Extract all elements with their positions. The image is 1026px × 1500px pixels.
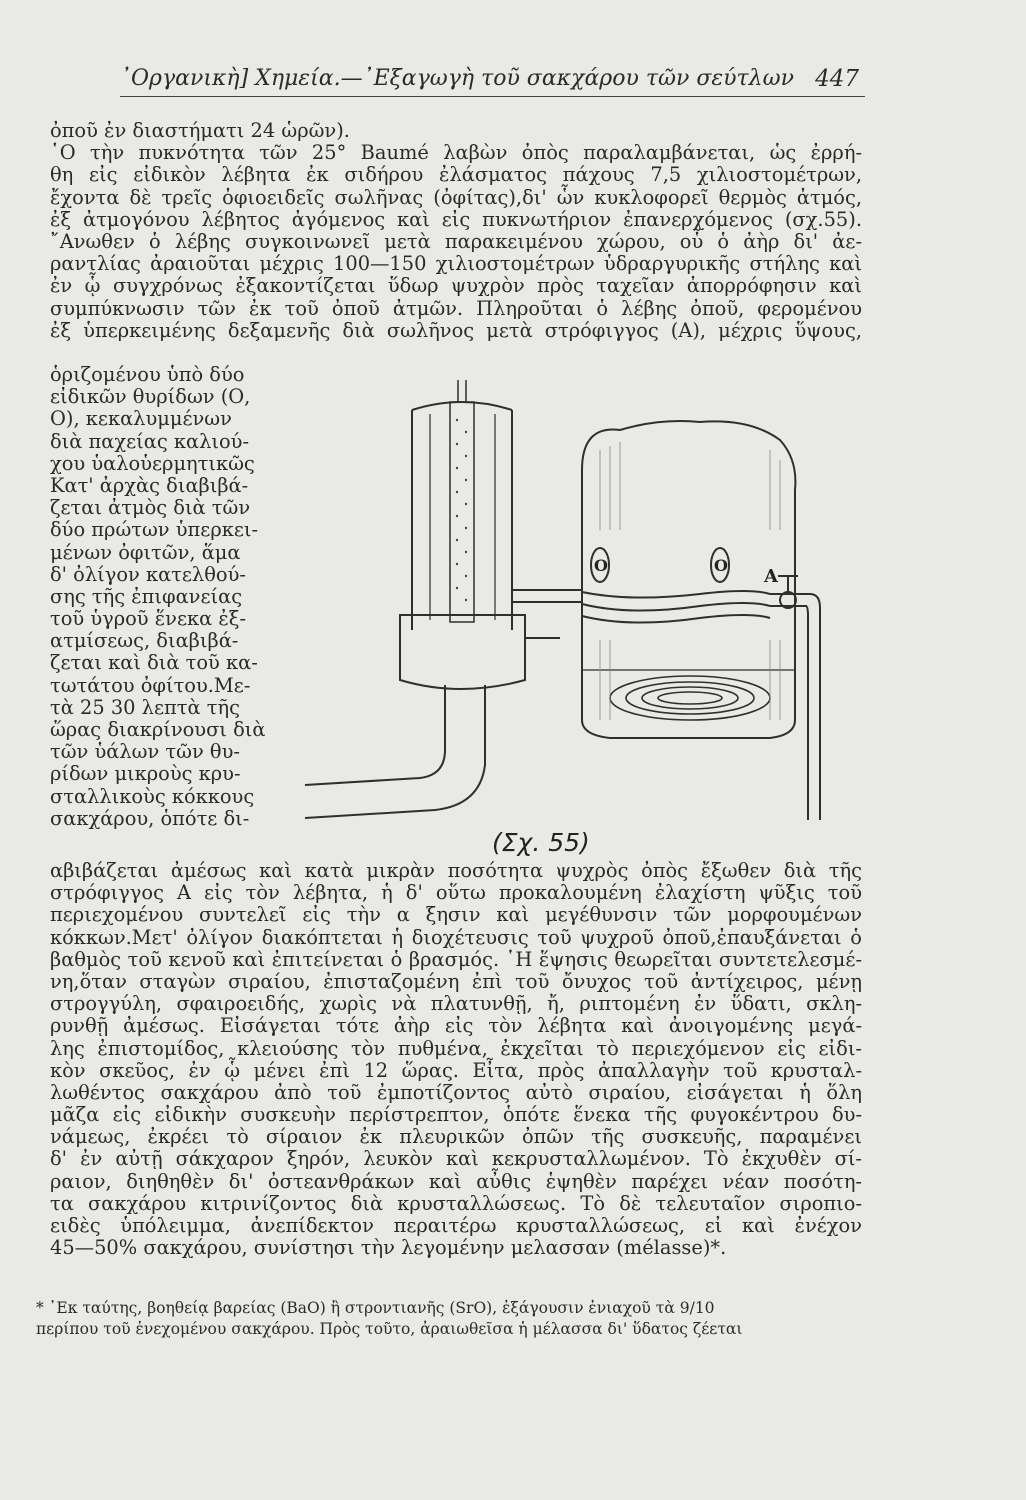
text-line: ἐν ᾧ συγχρόνως ἐξακοντίζεται ὕδωρ ψυχρὸν πρὸς ταχεῖαν ἀπορρόφησιν καὶ bbox=[50, 274, 862, 298]
top-paragraphs bbox=[50, 120, 862, 342]
figure-label-valve: A bbox=[764, 566, 778, 587]
text-line: μᾶζα εἰς εἰδικὴν συσκευὴν περίστρεπτον, ὁπότε ἕνεκα τῆς φυγοκέντρου δυ- bbox=[50, 1103, 862, 1127]
text-line: κόκκων.Μετ' ὀλίγον διακόπτεται ἡ διοχέτευσις τοῦ ψυχροῦ ὀποῦ,ἐπαυξάνεται ὁ bbox=[50, 925, 862, 949]
column-line: διὰ παχείας καλιού- bbox=[50, 429, 250, 453]
column-line: ὁριζομένου ὑπὸ δύο bbox=[50, 363, 245, 386]
column-line: τωτάτου ὀφίτου.Με- bbox=[50, 673, 251, 697]
column-line: ζεται καὶ διὰ τοῦ κα- bbox=[50, 651, 258, 675]
column-line: χου ὑαλοὑερμητικῶς bbox=[50, 451, 255, 475]
vacuum-pan-illustration bbox=[300, 380, 860, 830]
column-line: Ο), κεκαλυμμένων bbox=[50, 407, 232, 431]
column-line: ρίδων μικροὺς κρυ- bbox=[50, 762, 241, 786]
text-line: ὀποῦ ἐν διαστήματι 24 ὡρῶν). bbox=[50, 119, 350, 142]
text-line: στρογγύλη, σφαιροειδής, χωρὶς νὰ πλατυνθῇ, ἤ, ριπτομένη ἐν ὕδατι, σκλη- bbox=[50, 992, 862, 1016]
column-line: τοῦ ὑγροῦ ἕνεκα ἐξ- bbox=[50, 607, 247, 631]
figure-label-window-left: O bbox=[594, 556, 608, 575]
text-line: ἐξ ὑπερκειμένης δεξαμενῆς διὰ σωλῆνος μετὰ στρόφιγγος (Α), μέχρις ὕψους, bbox=[50, 318, 862, 342]
text-line: δ' ἐν αὐτῇ σάκχαρον ξηρόν, λευκὸν καὶ κεκρυσταλλωμένον. Τὸ ἐκχυθὲν σί- bbox=[50, 1147, 862, 1171]
text-line: περιεχομένου συντελεῖ εἰς τὴν α ξησιν καὶ μεγέθυνσιν τῶν μορφουμένων bbox=[50, 903, 862, 927]
text-line: ειδὲς ὑπόλειμμα, ἀνεπίδεκτον περαιτέρω κρυσταλλώσεως, εἰ καὶ ἐνέχον bbox=[50, 1214, 862, 1237]
footnote-line: * ᾿Εκ ταύτης, βοηθείᾳ βαρείας (BaO) ἢ στροντιανῆς (SrO), ἐξάγουσιν ἐνιαχοῦ τὰ 9/10 bbox=[36, 1299, 715, 1317]
text-line: ῎Ανωθεν ὁ λέβης συγκοινωνεῖ μετὰ παρακειμένου χώρου, οὗ ὁ ἀὴρ δι' ἀε- bbox=[50, 229, 862, 253]
text-line: ῾Ο τὴν πυκνότητα τῶν 25° Baumé λαβὼν ὀπὸς παραλαμβάνεται, ὡς ἐρρή- bbox=[50, 141, 862, 165]
figure-caption: (Σχ. 55) bbox=[492, 828, 590, 857]
running-head-title: ᾿Οργανικὴ] Χημεία.—᾿Εξαγωγὴ τοῦ σακχάρου τῶν σεύτλων bbox=[120, 66, 794, 91]
text-line: ραντλίας ἀραιοῦται μέχρις 100—150 χιλιοστομέτρων ὑδραργυρικῆς στήλης καὶ bbox=[50, 252, 862, 276]
text-line: νη,ὅταν σταγὼν σιραίου, ἐπισταζομένη ἐπὶ τοῦ ὄνυχος τοῦ ἀντίχειρος, μένῃ bbox=[50, 969, 862, 993]
column-line: ζεται ἀτμὸς διὰ τῶν bbox=[50, 496, 251, 520]
page-number: 447 bbox=[815, 66, 859, 92]
text-line: νάμεως, ἐκρέει τὸ σίραιον ἐκ πλευρικῶν ὀπῶν τῆς συσκευῆς, παραμένει bbox=[50, 1125, 862, 1149]
text-line: 45—50% σακχάρου, συνίστησι τὴν λεγομένην μελασσαν (mélasse)*. bbox=[50, 1236, 727, 1260]
text-line: λης ἐπιστομίδος, κλειούσης τὸν πυθμένα, ἐκχεῖται τὸ περιεχόμενον εἰς εἰδι- bbox=[50, 1036, 862, 1060]
column-line: σακχάρου, ὁπότε δι- bbox=[50, 806, 250, 830]
column-line: μένων ὀφιτῶν, ἅμα bbox=[50, 540, 241, 564]
running-head bbox=[120, 62, 865, 97]
bottom-paragraphs bbox=[50, 860, 862, 1259]
column-line: δ' ὀλίγον κατελθού- bbox=[50, 562, 246, 586]
text-line: ραιον, διηθηθὲν δι' ὀστεανθράκων καὶ αὖθις ἑψηθὲν παρέχει νέαν ποσότη- bbox=[50, 1169, 862, 1193]
text-line: βαθμὸς τοῦ κενοῦ καὶ ἐπιτείνεται ὁ βρασμός. ῾Η ἕψησις θεωρεῖται συντετελεσμέ- bbox=[50, 947, 862, 971]
column-line: τῶν ὑάλων τῶν θυ- bbox=[50, 740, 240, 764]
text-line: ἐξ ἀτμογόνου λέβητος ἀγόμενος καὶ εἰς πυκνωτήριον ἐπανερχόμενος (σχ.55). bbox=[50, 207, 862, 231]
text-line: κὸν σκεῦος, ἐν ᾧ μένει ἐπὶ 12 ὥρας. Εἶτα, πρὸς ἀπαλλαγὴν τοῦ κρυσταλ- bbox=[50, 1058, 862, 1082]
text-line: λωθέντος σακχάρου ἀπὸ τοῦ ἐμποτίζοντος αὐτὸ σιραίου, εἰσάγεται ἡ ὅλη bbox=[50, 1080, 862, 1104]
column-line: ατμίσεως, διαβιβά- bbox=[50, 629, 239, 653]
footnote-line: περίπου τοῦ ἐνεχομένου σακχάρου. Πρὸς τοῦτο, ἀραιωθεῖσα ἡ μέλασσα δι' ὕδατος ζέεται bbox=[36, 1320, 743, 1338]
figure-label-window-right: O bbox=[714, 556, 728, 575]
column-line: εἰδικῶν θυρίδων (Ο, bbox=[50, 385, 251, 409]
text-line: τα σακχάρου κιτρινίζοντος διὰ κρυσταλλώσεως. Τὸ δὲ τελευταῖον σιροπιο- bbox=[50, 1191, 862, 1215]
text-line: στρόφιγγος Α εἰς τὸν λέβητα, ἡ δ' οὕτω προκαλουμένη ἐλαχίστη ψῦξις τοῦ bbox=[50, 881, 862, 905]
column-line: δύο πρώτων ὑπερκει- bbox=[50, 518, 259, 542]
text-line: θη εἰς εἰδικὸν λέβητα ἐκ σιδήρου ἐλάσματος πάχους 7,5 χιλιοστομέτρων, bbox=[50, 163, 862, 187]
column-line: Κατ' ἀρχὰς διαβιβά- bbox=[50, 473, 249, 497]
text-line: συμπύκνωσιν τῶν ἐκ τοῦ ὀποῦ ἀτμῶν. Πληροῦται ὁ λέβης ὀποῦ, φερομένου bbox=[50, 296, 862, 320]
footnote bbox=[36, 1298, 852, 1340]
column-line: σης τῆς ἐπιφανείας bbox=[50, 584, 243, 608]
text-line: αβιβάζεται ἀμέσως καὶ κατὰ μικρὰν ποσότητα ψυχρὸς ὀπὸς ἔξωθεν διὰ τῆς bbox=[50, 859, 862, 882]
column-line: σταλλικοὺς κόκκους bbox=[50, 784, 255, 808]
text-line: ἔχοντα δὲ τρεῖς ὀφιοειδεῖς σωλῆνας (ὀφίτας),δι' ὧν κυκλοφορεῖ θερμὸς ἀτμός, bbox=[50, 185, 862, 209]
text-line: ρυνθῇ ἀμέσως. Εἰσάγεται τότε ἀὴρ εἰς τὸν λέβητα καὶ ἀνοιγομένης μεγά- bbox=[50, 1014, 862, 1038]
column-line: τὰ 25 30 λεπτὰ τῆς bbox=[50, 695, 240, 719]
column-line: ὥρας διακρίνουσι διὰ bbox=[50, 718, 266, 741]
narrow-text-column bbox=[50, 364, 290, 830]
